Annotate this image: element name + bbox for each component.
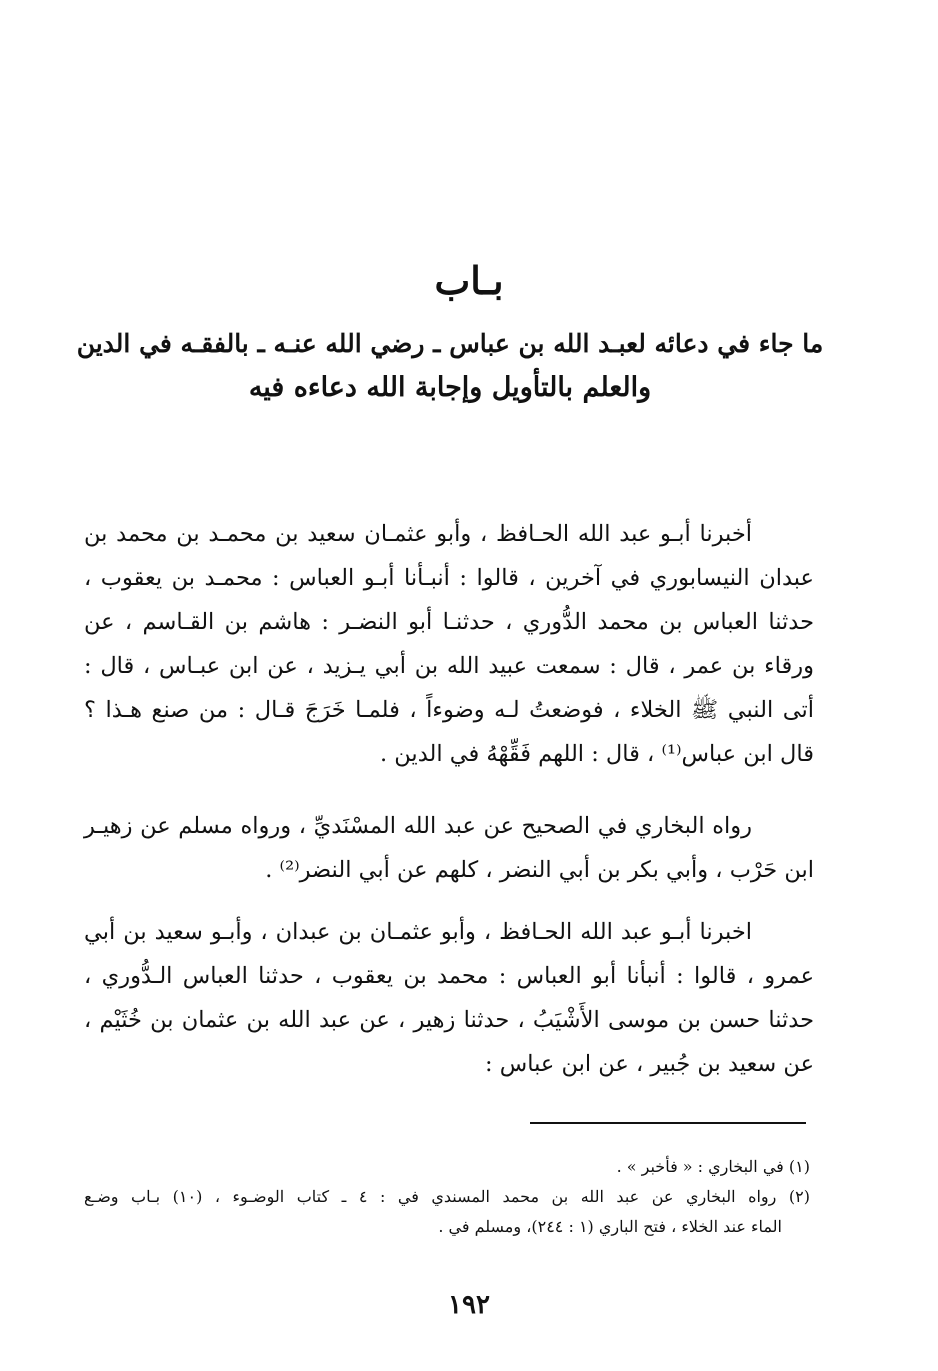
text-line: أخبرنا أبـو عبد الله الحـافظ ، وأبو عثمـان سعيد بن محمـد بن محمد بن: [84, 521, 752, 547]
text-line: رواه البخاري في الصحيح عن عبد الله المسْنَديِّ ، ورواه مسلم عن زهيـر: [84, 813, 752, 839]
text-line: أتى النبي ﷺ الخلاء ، فوضعتُ لـه وضوءاً ، فلمـا خَرَجَ قـال : من صنع هـذا ؟: [84, 697, 814, 723]
footnote-2: (٢) رواه البخاري عن عبد الله بن محمد المسندي في : ٤ ـ كتاب الوضـوء ، (١٠) بـاب وضـع: [84, 1187, 810, 1206]
chapter-title: [70, 322, 830, 410]
text-line: عن سعيد بن جُبير ، عن ابن عباس :: [485, 1051, 814, 1077]
text-line: عمرو ، قالوا : أنبأنا أبو العباس : محمد بن يعقوب ، حدثنا العباس الـدُّوري ،: [84, 963, 814, 989]
paragraph-3: [84, 910, 814, 1086]
text-line: حدثنا العباس بن محمد الدُّوري ، حدثنـا أبو النضـر : هاشم بن القـاسم ، عن: [84, 609, 814, 635]
page-number: ١٩٢: [448, 1290, 490, 1320]
text-line: ابن حَرْب ، وأبي بكر بن أبي النضر ، كلهم عن أبي النضر⁽²⁾ .: [265, 857, 814, 883]
footnote-1: (١) في البخاري : « فأخبر » .: [616, 1157, 810, 1176]
text-line: اخبرنا أبـو عبد الله الحـافظ ، وأبو عثمـان بن عبدان ، وأبـو سعيد بن أبي: [84, 919, 752, 945]
footnotes: [84, 1152, 810, 1242]
footnote-2-continuation: الماء عند الخلاء ، فتح الباري (١ : ٢٤٤)، ومسلم في .: [438, 1217, 782, 1236]
paragraph-1: [84, 512, 814, 776]
text-line: ورقاء بن عمر ، قال : سمعت عبيد الله بن أبي يـزيد ، عن ابن عبـاس ، قال :: [84, 653, 814, 679]
text-line: حدثنا حسن بن موسى الأَشْيَبُ ، حدثنا زهير ، عن عبد الله بن عثمان بن خُثَيْم ،: [84, 1007, 814, 1033]
footnote-divider: [530, 1122, 806, 1124]
paragraph-2: [84, 804, 814, 892]
chapter-title-line: ما جاء في دعائه لعبـد الله بن عباس ـ رضي الله عنـه ـ بالفقـه في الدين: [76, 329, 824, 358]
text-line: عبدان النيسابوري في آخرين ، قالوا : أنبـأنا أبـو العباس : محمـد بن يعقوب ،: [84, 565, 814, 591]
chapter-title-line: والعلم بالتأويل وإجابة الله دعاءه فيه: [248, 372, 652, 403]
chapter-heading: بـاب: [434, 258, 504, 303]
text-line: قال ابن عباس⁽¹⁾ ، قال : اللهم فَقِّهْهُ في الدين .: [380, 741, 814, 767]
